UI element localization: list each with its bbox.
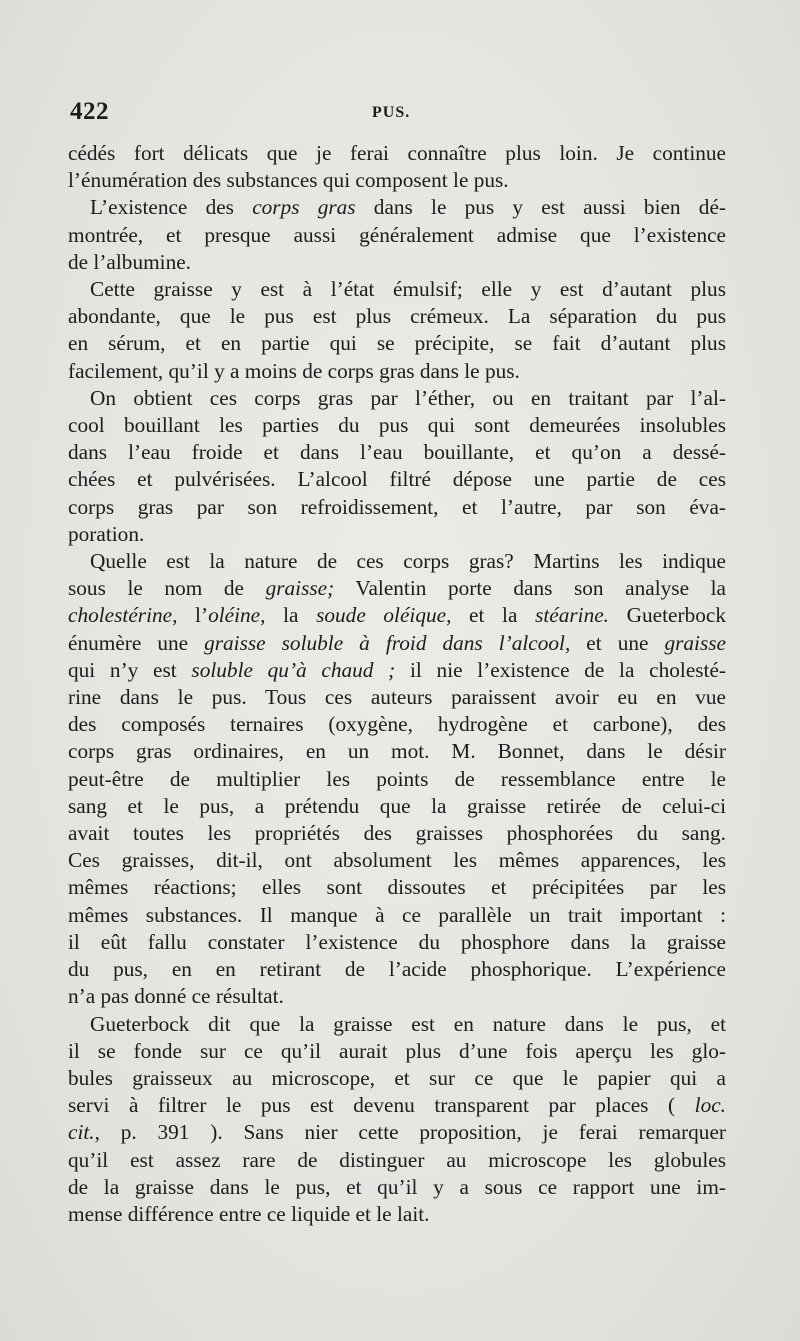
- text-line: qui n’y est soluble qu’à chaud ; il nie l’existence de la cholesté-: [68, 657, 727, 682]
- text-line: de la graisse dans le pus, et qu’il y a sous ce rapport une im-: [68, 1174, 726, 1199]
- text-line: cholestérine, l’oléine, la soude oléique, et la stéarine. Gueterbock: [68, 603, 726, 628]
- text-line: de l’albumine.: [68, 249, 192, 274]
- text-line: Quelle est la nature de ces corps gras? Martins les indique: [90, 549, 726, 574]
- text-line: il eût fallu constater l’existence du phosphore dans la graisse: [68, 929, 726, 954]
- text-line: n’a pas donné ce résultat.: [68, 984, 284, 1009]
- text-line: corps gras par son refroidissement, et l’autre, par son éva-: [68, 494, 726, 519]
- text-line: bules graisseux au microscope, et sur ce que le papier qui a: [68, 1065, 726, 1090]
- text-line: avait toutes les propriétés des graisses phosphorées du sang.: [68, 821, 726, 846]
- text-line: On obtient ces corps gras par l’éther, ou en traitant par l’al-: [90, 385, 726, 410]
- text-line: des composés ternaires (oxygène, hydrogène et carbone), des: [68, 712, 726, 737]
- text-line: cit., p. 391 ). Sans nier cette proposition, je ferai remarquer: [68, 1120, 726, 1145]
- text-line: rine dans le pus. Tous ces auteurs paraissent avoir eu en vue: [68, 685, 726, 710]
- page-header: [70, 98, 725, 134]
- text-line: sang et le pus, a prétendu que la graisse retirée de celui-ci: [68, 793, 726, 818]
- text-line: peut-être de multiplier les points de ressemblance entre le: [68, 766, 726, 791]
- text-line: facilement, qu’il y a moins de corps gras dans le pus.: [68, 358, 520, 383]
- text-line: L’existence des corps gras dans le pus y est aussi bien dé-: [90, 195, 726, 220]
- text-line: énumère une graisse soluble à froid dans l’alcool, et une graisse: [68, 630, 726, 655]
- text-line: mense différence entre ce liquide et le lait.: [68, 1201, 430, 1226]
- text-line: Cette graisse y est à l’état émulsif; elle y est d’autant plus: [90, 277, 726, 302]
- text-line: servi à filtrer le pus est devenu transparent par places ( loc.: [68, 1093, 726, 1118]
- text-line: qu’il est assez rare de distinguer au microscope les globules: [68, 1147, 726, 1172]
- text-line: mêmes substances. Il manque à ce parallèle un trait important :: [68, 902, 726, 927]
- text-line: poration.: [68, 521, 145, 546]
- text-line: du pus, en en retirant de l’acide phosphorique. L’expérience: [68, 957, 726, 982]
- text-line: il se fonde sur ce qu’il aurait plus d’une fois aperçu les glo-: [68, 1038, 726, 1063]
- text-line: Gueterbock dit que la graisse est en nature dans le pus, et: [90, 1011, 726, 1036]
- body-text: [68, 140, 726, 1228]
- text-line: corps gras ordinaires, en un mot. M. Bonnet, dans le désir: [68, 739, 726, 764]
- text-line: l’énumération des substances qui composent le pus.: [68, 168, 509, 193]
- running-head: PUS.: [372, 104, 411, 121]
- text-line: mêmes réactions; elles sont dissoutes et précipitées par les: [68, 875, 726, 900]
- text-line: dans l’eau froide et dans l’eau bouillante, et qu’on a dessé-: [68, 440, 726, 465]
- page-number: 422: [70, 98, 109, 125]
- text-line: sous le nom de graisse; Valentin porte dans son analyse la: [68, 576, 726, 601]
- text-line: Ces graisses, dit-il, ont absolument les mêmes apparences, les: [68, 848, 726, 873]
- text-line: abondante, que le pus est plus crémeux. La séparation du pus: [68, 304, 726, 329]
- text-line: montrée, et presque aussi généralement admise que l’existence: [68, 222, 726, 247]
- text-line: cool bouillant les parties du pus qui sont demeurées insolubles: [68, 413, 726, 438]
- text-line: cédés fort délicats que je ferai connaître plus loin. Je continue: [68, 141, 726, 165]
- text-line: en sérum, et en partie qui se précipite, se fait d’autant plus: [68, 331, 726, 356]
- text-line: chées et pulvérisées. L’alcool filtré dépose une partie de ces: [68, 467, 726, 492]
